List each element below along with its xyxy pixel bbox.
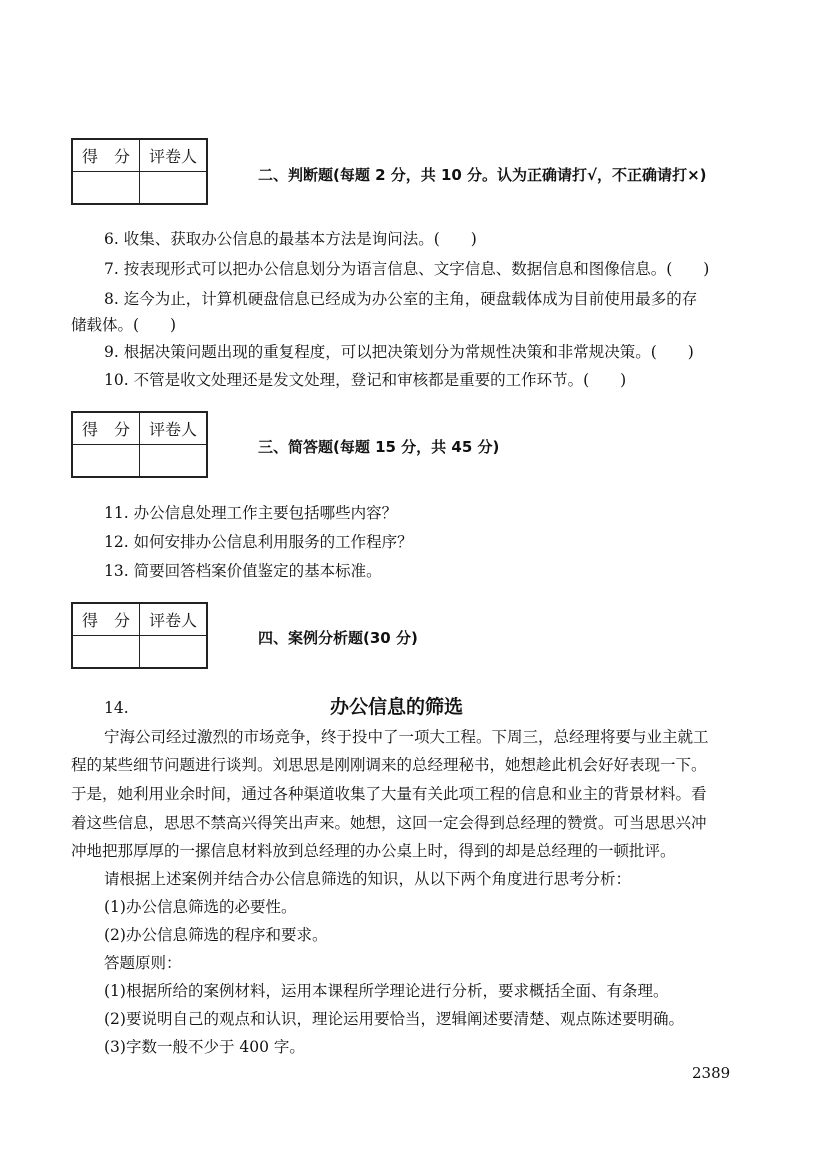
grader-label: 评卷人	[140, 412, 208, 445]
score-box-section3	[71, 411, 208, 478]
section4-heading: 四、案例分析题(30 分)	[258, 629, 418, 647]
question-7: 7. 按表现形式可以把办公信息划分为语言信息、文字信息、数据信息和图像信息。( )	[104, 260, 710, 278]
grader-label: 评卷人	[140, 603, 208, 636]
question-11: 11. 办公信息处理工作主要包括哪些内容？	[104, 504, 398, 522]
score-cell	[72, 445, 140, 478]
score-cell	[72, 636, 140, 669]
grader-label: 评卷人	[140, 139, 208, 172]
principles-label: 答题原则：	[104, 954, 182, 972]
section3-heading: 三、简答题(每题 15 分，共 45 分)	[258, 438, 500, 456]
case-paragraph-line: 冲地把那厚厚的一摞信息材料放到总经理的办公桌上时，得到的却是总经理的一顿批评。	[71, 842, 676, 860]
question-10: 10. 不管是收文处理还是发文处理，登记和审核都是重要的工作环节。( )	[104, 371, 627, 389]
question-13: 13. 简要回答档案价值鉴定的基本标准。	[104, 562, 382, 580]
grader-cell	[140, 172, 208, 205]
case-paragraph-line: 程的某些细节问题进行谈判。刘思思是刚刚调来的总经理秘书，她想趁此机会好好表现一下。	[71, 756, 707, 774]
grader-cell	[140, 445, 208, 478]
question-8-cont: 储载体。( )	[71, 316, 177, 334]
question-8: 8. 迄今为止，计算机硬盘信息已经成为办公室的主角，硬盘载体成为目前使用最多的存	[104, 290, 698, 308]
question-14-number: 14.	[104, 699, 129, 717]
section2-heading: 二、判断题(每题 2 分，共 10 分。认为正确请打√，不正确请打×)	[258, 166, 707, 184]
question-12: 12. 如何安排办公信息利用服务的工作程序？	[104, 533, 413, 551]
principle-3: (3)字数一般不少于 400 字。	[104, 1038, 305, 1056]
score-label: 得 分	[72, 412, 140, 445]
case-paragraph-line: 宁海公司经过激烈的市场竞争，终于投中了一项大工程。下周三，总经理将要与业主就工	[104, 728, 709, 746]
analysis-prompt: 请根据上述案例并结合办公信息筛选的知识，从以下两个角度进行思考分析：	[104, 870, 632, 888]
grader-cell	[140, 636, 208, 669]
page-number: 2389	[692, 1064, 731, 1082]
score-label: 得 分	[72, 139, 140, 172]
analysis-point-1: (1)办公信息筛选的必要性。	[104, 898, 297, 916]
analysis-point-2: (2)办公信息筛选的程序和要求。	[104, 926, 328, 944]
question-6: 6. 收集、获取办公信息的最基本方法是询问法。( )	[104, 230, 477, 248]
score-box-section2	[71, 138, 208, 205]
score-box-section4	[71, 602, 208, 669]
principle-1: (1)根据所给的案例材料，运用本课程所学理论进行分析，要求概括全面、有条理。	[104, 982, 669, 1000]
case-title: 办公信息的筛选	[330, 696, 464, 718]
score-cell	[72, 172, 140, 205]
question-9: 9. 根据决策问题出现的重复程度，可以把决策划分为常规性决策和非常规决策。( )	[104, 343, 694, 361]
case-paragraph-line: 着这些信息，思思不禁高兴得笑出声来。她想，这回一定会得到总经理的赞赏。可当思思兴冲	[71, 814, 707, 832]
case-paragraph-line: 于是，她利用业余时间，通过各种渠道收集了大量有关此项工程的信息和业主的背景材料。看	[71, 785, 707, 803]
score-label: 得 分	[72, 603, 140, 636]
principle-2: (2)要说明自己的观点和认识，理论运用要恰当，逻辑阐述要清楚、观点陈述要明确。	[104, 1010, 684, 1028]
